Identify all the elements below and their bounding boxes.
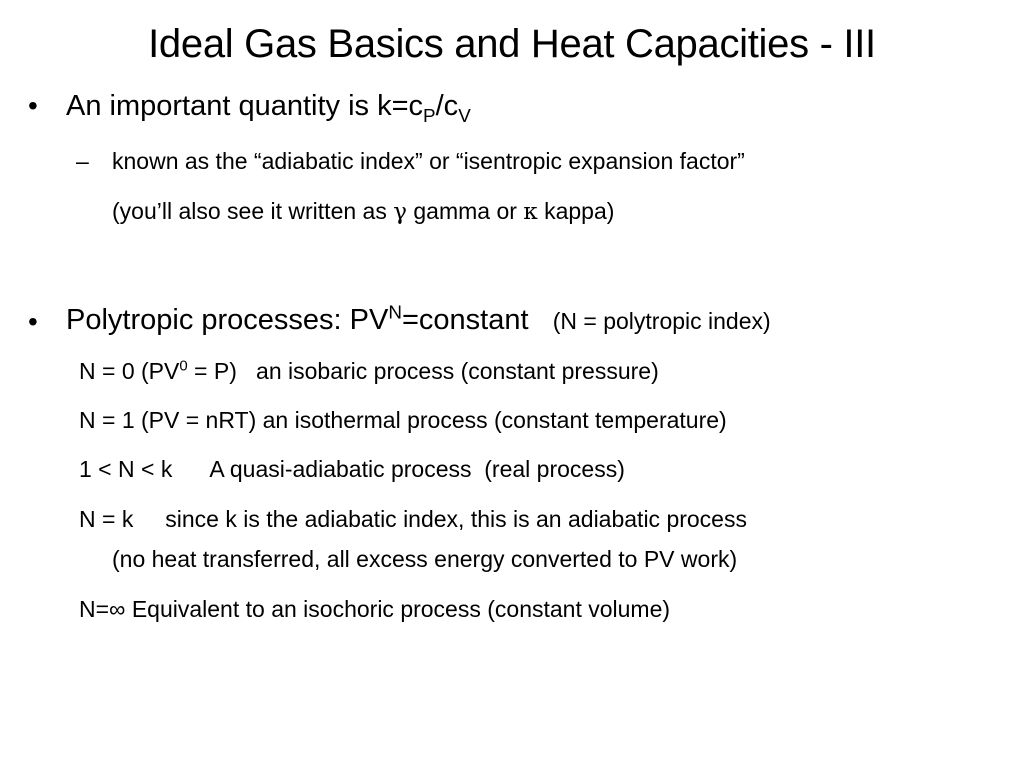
superscript-n: N [388, 301, 402, 323]
bullet-marker: • [28, 90, 38, 121]
subscript-p: P [423, 104, 436, 126]
item-isobaric [79, 356, 659, 386]
bullet-marker: • [28, 306, 38, 337]
dash-marker: – [76, 148, 89, 174]
subitem-text: kappa) [537, 198, 615, 224]
bullet-text: An important quantity is k=c [66, 90, 424, 122]
bullet-text-suffix: =constant [401, 304, 553, 336]
item-isochoric: N=∞ Equivalent to an isochoric process (constant volume) [79, 596, 671, 622]
bullet-text-mid: /c [435, 90, 459, 122]
item-quasi-adiabatic: 1 < N < k A quasi-adiabatic process (real process) [79, 456, 625, 482]
subscript-v: V [458, 104, 471, 126]
item-adiabatic: N = k since k is the adiabatic index, this is an adiabatic process [79, 506, 747, 532]
gamma-symbol: γ [393, 199, 407, 225]
item-isothermal: N = 1 (PV = nRT) an isothermal process (constant temperature) [79, 407, 727, 433]
item-text: N = 0 (PV [79, 358, 180, 384]
polytropic-note: (N = polytropic index) [552, 308, 771, 334]
subitem-gamma-kappa [112, 196, 614, 227]
subitem-adiabatic-index: known as the “adiabatic index” or “isentropic expansion factor” [112, 148, 745, 174]
bullet-polytropic [66, 302, 771, 339]
superscript-zero: 0 [179, 357, 188, 375]
bullet-text: Polytropic processes: PV [66, 304, 389, 336]
item-adiabatic-continuation: (no heat transferred, all excess energy converted to PV work) [112, 546, 738, 572]
kappa-symbol: κ [523, 199, 538, 225]
item-text: = P) an isobaric process (constant pressure) [187, 358, 659, 384]
subitem-text: (you’ll also see it written as [112, 198, 394, 224]
slide-title: Ideal Gas Basics and Heat Capacities - III [148, 22, 876, 66]
bullet-adiabatic-ratio [66, 88, 471, 124]
subitem-text: gamma or [406, 198, 524, 224]
